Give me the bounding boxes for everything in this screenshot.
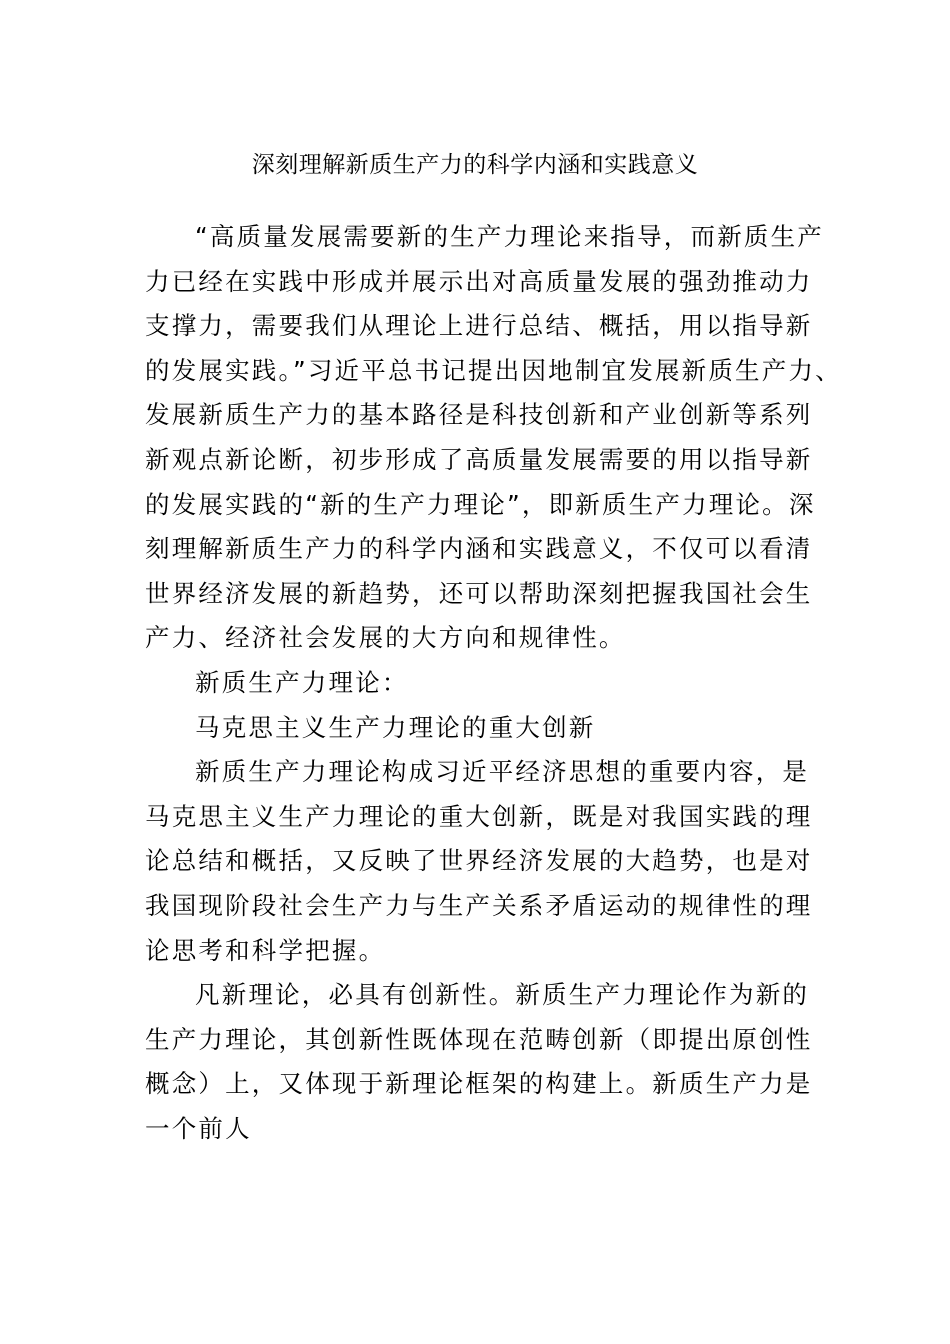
text-line: 马克思主义生产力理论的重大创新，既是对我国实践的理 <box>145 801 813 831</box>
document-body <box>145 215 842 1151</box>
text-line: 新观点新论断，初步形成了高质量发展需要的用以指导新 <box>145 444 813 474</box>
text-line: 马克思主义生产力理论的重大创新 <box>195 712 596 742</box>
text-line: 的发展实践的“新的生产力理论”，即新质生产力理论。深 <box>145 489 816 519</box>
text-line: 论总结和概括，又反映了世界经济发展的大趋势，也是对 <box>145 846 813 876</box>
text-line: 支撑力，需要我们从理论上进行总结、概括，用以指导新 <box>145 311 813 341</box>
text-line: 刻理解新质生产力的科学内涵和实践意义，不仅可以看清 <box>145 534 813 564</box>
text-line: 一个前人 <box>145 1113 252 1143</box>
text-line: 产力、经济社会发展的大方向和规律性。 <box>145 623 626 653</box>
text-line: 论思考和科学把握。 <box>145 935 386 965</box>
text-line: 凡新理论，必具有创新性。新质生产力理论作为新的 <box>195 980 810 1010</box>
text-line: 概念）上，又体现于新理论框架的构建上。新质生产力是 <box>145 1069 813 1099</box>
text-line: 新质生产力理论： <box>195 667 409 697</box>
text-line: 发展新质生产力的基本路径是科技创新和产业创新等系列 <box>145 400 813 430</box>
text-line: 我国现阶段社会生产力与生产关系矛盾运动的规律性的理 <box>145 890 813 920</box>
text-line: “高质量发展需要新的生产力理论来指导，而新质生产 <box>195 222 824 251</box>
document-title: 深刻理解新质生产力的科学内涵和实践意义 <box>251 152 699 178</box>
text-line: 力已经在实践中形成并展示出对高质量发展的强劲推动力 <box>145 266 813 296</box>
text-line: 世界经济发展的新趋势，还可以帮助深刻把握我国社会生 <box>145 578 813 608</box>
text-line: 的发展实践。”习近平总书记提出因地制宜发展新质生产力、 <box>145 355 842 385</box>
text-line: 新质生产力理论构成习近平经济思想的重要内容，是 <box>195 757 810 787</box>
text-line: 生产力理论，其创新性既体现在范畴创新（即提出原创性 <box>145 1024 813 1054</box>
